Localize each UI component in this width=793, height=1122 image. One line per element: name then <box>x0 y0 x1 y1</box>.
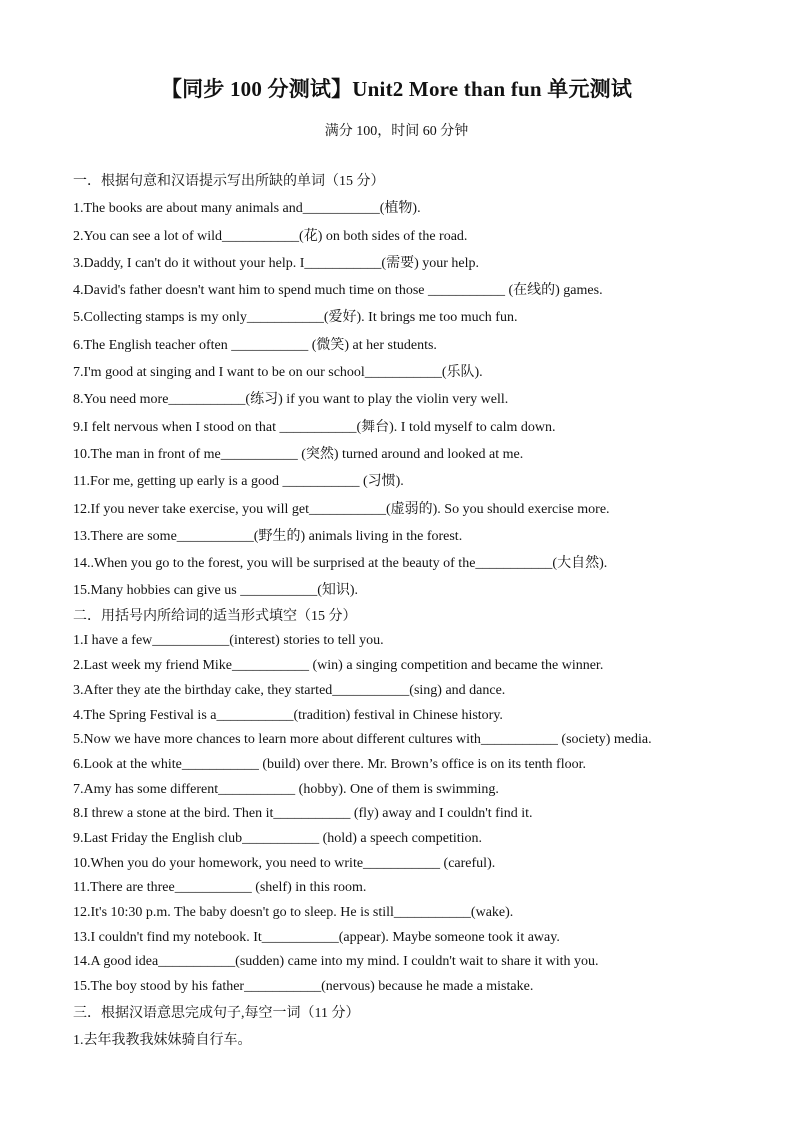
question-line: 7.I'm good at singing and I want to be on our school___________(乐队). <box>73 365 483 381</box>
question-line: 8.I threw a stone at the bird. Then it___________ (fly) away and I couldn't find it. <box>73 806 533 822</box>
question-line: 2.You can see a lot of wild___________(花) on both sides of the road. <box>73 228 468 244</box>
question-line: 1.I have a few___________(interest) stories to tell you. <box>73 633 384 649</box>
question-line: 7.Amy has some different___________ (hobby). One of them is swimming. <box>73 781 499 797</box>
section-heading: 二．用括号内所给词的适当形式填空（15 分） <box>73 608 357 624</box>
question-line: 5.Collecting stamps is my only___________(爱好). It brings me too much fun. <box>73 310 518 326</box>
document-subtitle: 满分 100，时间 60 分钟 <box>324 124 469 139</box>
section <box>73 605 755 1000</box>
question-line: 15.Many hobbies can give us ___________(知识). <box>73 583 359 599</box>
question-line: 10.The man in front of me___________ (突然) turned around and looked at me. <box>73 446 524 462</box>
question-line: 13.There are some___________(野生的) animals living in the forest. <box>73 528 463 544</box>
question-line: 5.Now we have more chances to learn more about different cultures with___________ (society) media. <box>73 732 652 748</box>
question-line: 9.Last Friday the English club___________ (hold) a speech competition. <box>73 830 483 846</box>
section-heading: 一．根据句意和汉语提示写出所缺的单词（15 分） <box>73 174 385 189</box>
question-line: 10.When you do your homework, you need to write___________ (careful). <box>73 855 496 871</box>
question-line: 2.Last week my friend Mike___________ (win) a singing competition and became the winner. <box>73 658 604 674</box>
document-title: 【同步 100 分测试】Unit2 More than fun 单元测试 <box>160 77 633 101</box>
question-line: 1.去年我教我妹妹骑自行车。 <box>73 1033 252 1049</box>
question-line: 6.The English teacher often ___________ (微笑) at her students. <box>73 337 437 353</box>
section <box>73 168 755 605</box>
question-line: 4.The Spring Festival is a___________(tradition) festival in Chinese history. <box>73 707 503 723</box>
question-line: 1.The books are about many animals and___________(植物). <box>73 201 421 217</box>
question-line: 12.It's 10:30 p.m. The baby doesn't go to sleep. He is still___________(wake). <box>73 905 514 920</box>
question-line: 11.For me, getting up early is a good ___________ (习惯). <box>73 474 404 490</box>
question-line: 3.After they ate the birthday cake, they started___________(sing) and dance. <box>73 682 506 698</box>
section-heading: 三．根据汉语意思完成句子,每空一词（11 分） <box>73 1005 360 1021</box>
question-line: 15.The boy stood by his father___________(nervous) because he made a mistake. <box>73 979 534 995</box>
question-line: 4.David's father doesn't want him to spend much time on those ___________ (在线的) games. <box>73 283 603 299</box>
question-line: 11.There are three___________ (shelf) in this room. <box>73 880 367 896</box>
question-line: 6.Look at the white___________ (build) over there. Mr. Brown’s office is on its tenth floor. <box>73 756 586 772</box>
sections-container <box>0 168 793 1054</box>
question-line: 12.If you never take exercise, you will get___________(虚弱的). So you should exercise more. <box>73 501 610 517</box>
question-line: 9.I felt nervous when I stood on that ___________(舞台). I told myself to calm down. <box>73 419 556 435</box>
question-line: 14.A good idea___________(sudden) came into my mind. I couldn't wait to share it with you. <box>73 954 599 970</box>
question-line: 14..When you go to the forest, you will be surprised at the beauty of the___________(大自然). <box>73 556 608 572</box>
question-line: 8.You need more___________(练习) if you want to play the violin very well. <box>73 392 509 408</box>
section <box>73 1000 755 1055</box>
question-line: 3.Daddy, I can't do it without your help. I___________(需要) your help. <box>73 255 479 271</box>
question-line: 13.I couldn't find my notebook. It___________(appear). Maybe someone took it away. <box>73 929 560 945</box>
